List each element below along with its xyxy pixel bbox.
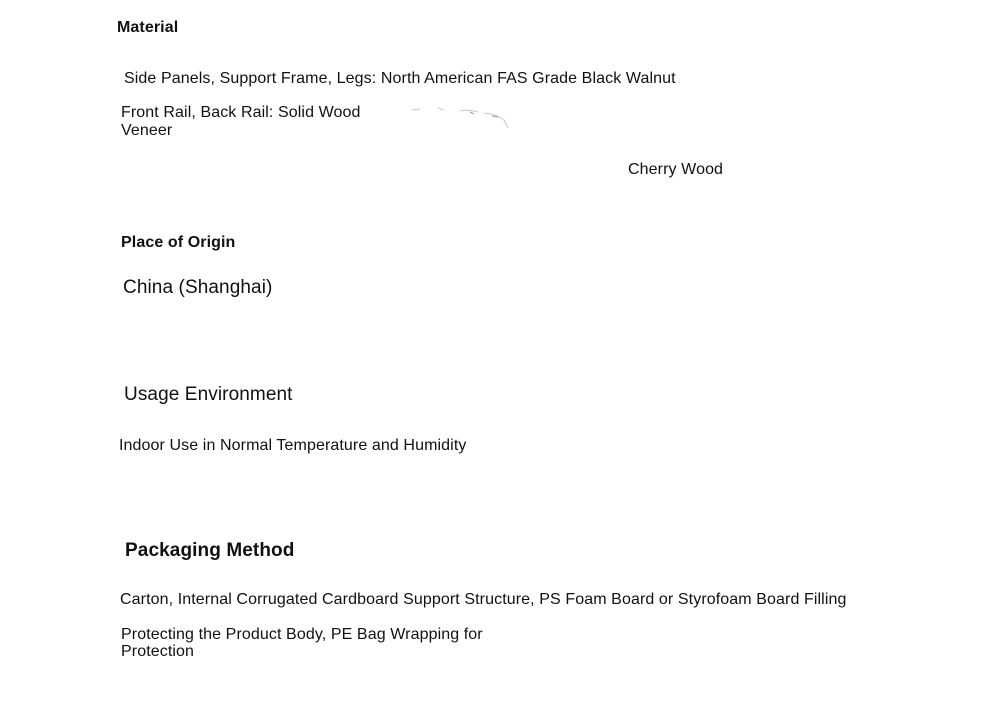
- material-line-3: Cherry Wood: [628, 161, 724, 178]
- origin-value: China (Shanghai): [123, 277, 273, 298]
- material-line-1: Side Panels, Support Frame, Legs: North American FAS Grade Black Walnut: [124, 70, 676, 87]
- material-heading: Material: [117, 19, 179, 36]
- packaging-line-1: Carton, Internal Corrugated Cardboard Support Structure, PS Foam Board or Styrofoam Board Filling: [120, 591, 847, 608]
- packaging-line-2: Protecting the Product Body, PE Bag Wrapping for Protection: [121, 626, 483, 660]
- usage-value: Indoor Use in Normal Temperature and Humidity: [119, 437, 467, 454]
- packaging-heading: Packaging Method: [125, 540, 295, 561]
- scan-smudge: [408, 104, 516, 132]
- material-line-2: Front Rail, Back Rail: Solid Wood Veneer: [121, 104, 361, 139]
- usage-heading: Usage Environment: [124, 384, 293, 405]
- origin-heading: Place of Origin: [121, 234, 236, 251]
